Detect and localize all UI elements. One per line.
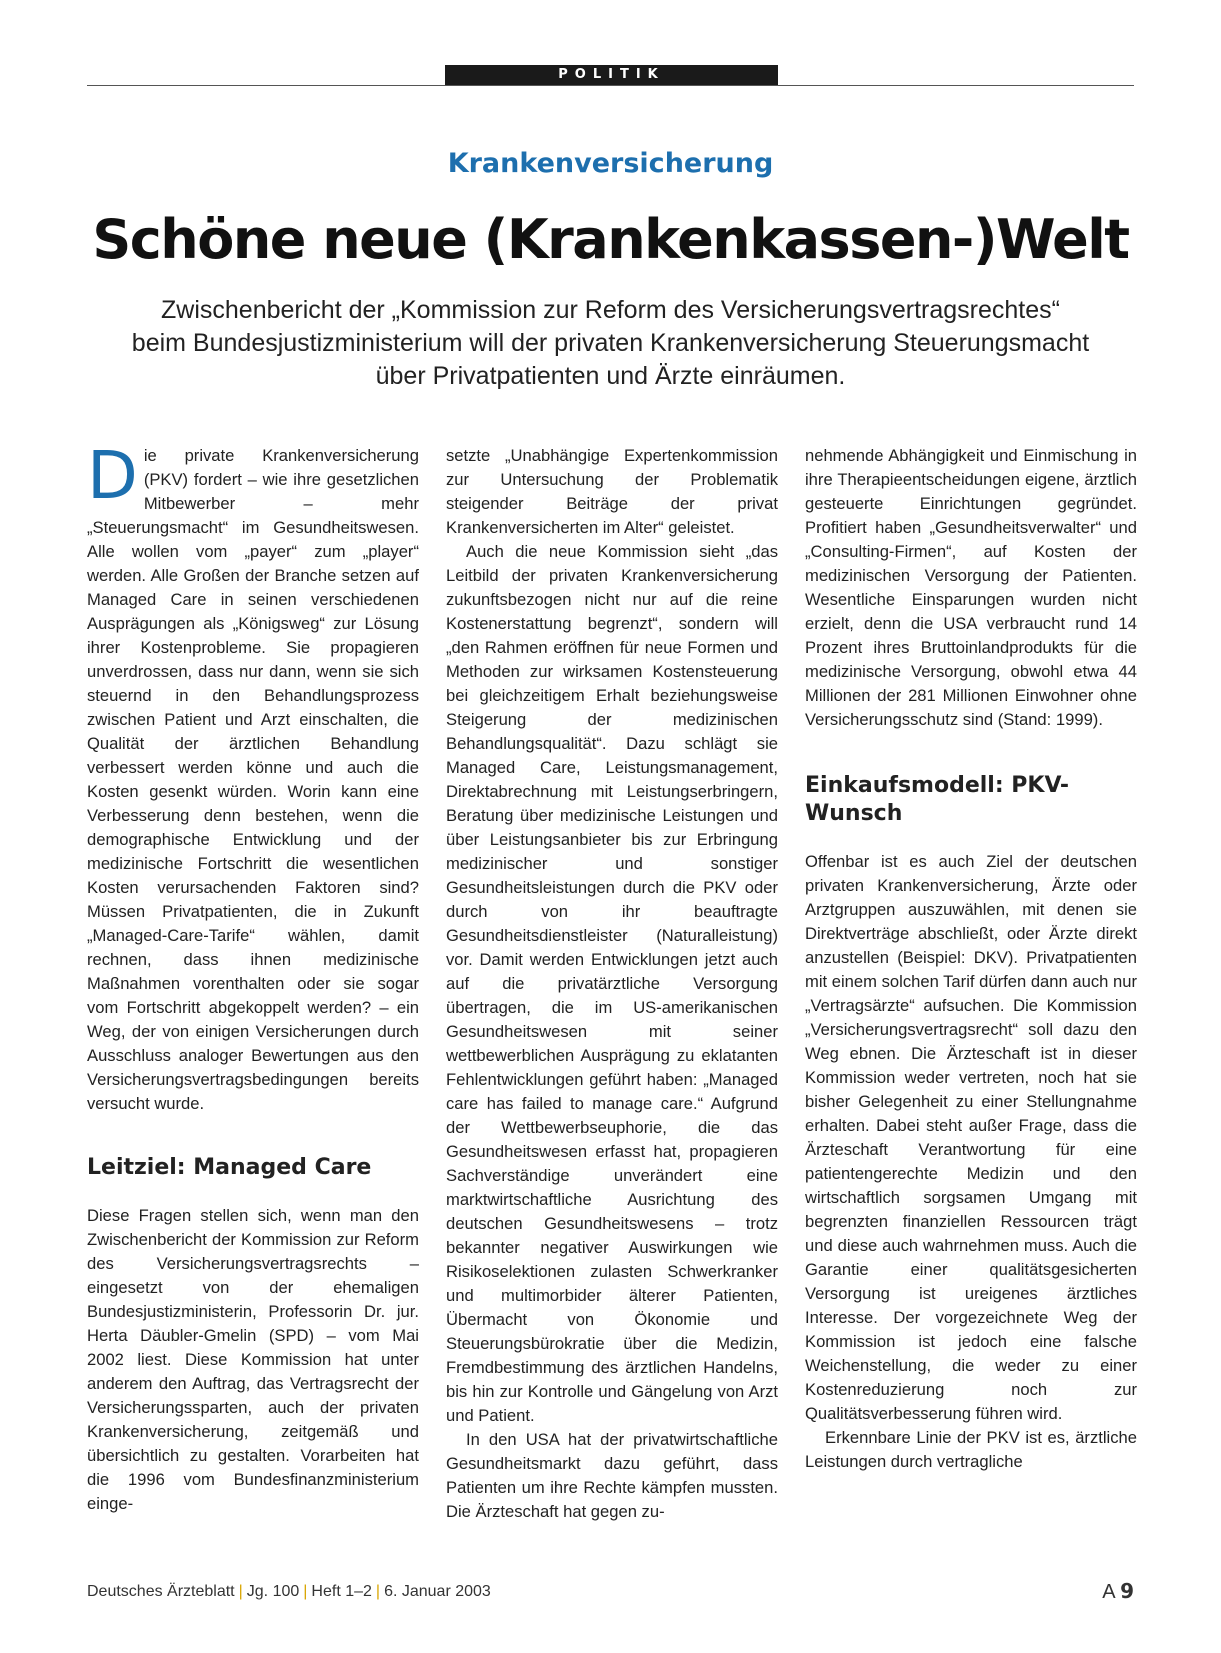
page-number — [1102, 1579, 1134, 1604]
paragraph: Auch die neue Kommission sieht „das Leitbild der privaten Krankenversicherung zukunftsbezogen nicht nur auf die reine Kostenerstattung begrenzt“, sondern will „den Rahmen eröffnen für neue Formen und Methoden zur wirksamen Kostensteuerung bei gleichzeitigem Erhalt beziehungsweise Steigerung der medizinischen Behandlungsqualität“. Dazu schlägt sie Managed Care, Leistungsmanagement, Direktabrechnung mit Leistungserbringern, Beratung über medizinische Leistungen und über Leistungsanbieter bis zur Erbringung medizinischer und sonstiger Gesundheitsleistungen durch die PKV oder durch von ihr beauftragte Gesundheitsdienstleister (Naturalleistung) vor. Damit werden Entwicklungen jetzt auch auf die privatärztliche Versorgung übertragen, die im US-amerikanischen Gesundheitswesen mit seiner wettbewerblichen Ausprägung zu eklatanten Fehlentwicklungen geführt haben: „Managed care has failed to manage care.“ Aufgrund der Wettbewerbseuphorie, die das Gesundheitswesen erfasst hat, propagieren Sachverständige unverändert eine marktwirtschaftliche Ausrichtung des deutschen Gesundheitswesens – trotz bekannter negativer Auswirkungen wie Risikoselektionen zulasten Schwerkranker und multimorbider älterer Patienten, Übermacht von Ökonomie und Steuerungsbürokratie über die Medizin, Fremdbestimmung des ärztlichen Handelns, bis hin zur Kontrolle und Gängelung von Arzt und Patient. — [446, 542, 778, 1425]
issue: Heft 1–2 — [311, 1583, 372, 1600]
paragraph — [87, 437, 419, 1116]
drop-cap: D — [87, 437, 138, 514]
paragraph: Offenbar ist es auch Ziel der deutschen privaten Krankenversicherung, Ärzte oder Arztgruppen auszuwählen, mit denen sie Direktverträge abschließt, oder Ärzte direkt anzustellen (Beispiel: DKV). Privatpatienten mit einem solchen Tarif dürfen dann auch nur „Vertragsärzte“ aufsuchen. Die Kommission „Versicherungsvertragsrecht“ soll dazu den Weg ebnen. Die Ärzteschaft ist in dieser Kommission weder vertreten, noch hat sie bisher Gelegenheit zu einer Stellungnahme erhalten. Dabei steht außer Frage, dass die Ärzteschaft Verantwortung für eine patientengerechte Medizin und den wirtschaftlich sorgsamen Umgang mit begrenzten finanziellen Ressourcen trägt und diese auch wahrnehmen muss. Auch die Garantie einer qualitätsgesicherten Versorgung ist ureigenes ärztliches Interesse. Der vorgezeichnete Weg der Kommission ist jedoch eine falsche Weichenstellung, die weder zu einer Kostenreduzierung noch zur Qualitätsverbesserung führen wird. — [805, 852, 1137, 1423]
article-deck — [120, 294, 1101, 393]
separator: | — [303, 1583, 308, 1600]
separator: | — [238, 1583, 243, 1600]
issue-date: 6. Januar 2003 — [384, 1583, 491, 1600]
paragraph: nehmende Abhängigkeit und Einmischung in ihre Therapieentscheidungen eigene, ärztlich gesteuerte Einrichtungen gegründet. Profitiert haben „Gesundheitsverwalter“ und „Consulting-Firmen“, auf Kosten der medizinischen Versorgung der Patienten. Wesentliche Einsparungen wurden nicht erzielt, denn die USA verbraucht rund 14 Prozent ihres Bruttoinlandprodukts für die medizinische Versorgung, obwohl etwa 44 Millionen der 281 Millionen Einwohner ohne Versicherungsschutz sind (Stand: 1999). — [805, 446, 1137, 729]
subheading: Leitziel: Managed Care — [87, 1155, 372, 1180]
deck-line: über Privatpatienten und Ärzte einräumen. — [375, 362, 846, 390]
paragraph: Erkennbare Linie der PKV ist es, ärztliche Leistungen durch vertragliche — [805, 1428, 1137, 1471]
paragraph: setzte „Unabhängige Expertenkommission zur Untersuchung der Problematik steigender Beiträge der privat Krankenversicherten im Alter“ geleistet. — [446, 446, 778, 537]
page-prefix: A — [1102, 1581, 1115, 1603]
deck-line: Zwischenbericht der „Kommission zur Reform des Versicherungsvertragsrechtes“ — [161, 296, 1060, 324]
paragraph-text: ie private Krankenversicherung (PKV) fordert – wie ihre gesetzlichen Mitbewerber – mehr „Steuerungsmacht“ im Gesundheitswesen. Alle wollen vom „payer“ zum „player“ werden. Alle Großen der Branche setzen auf Managed Care in seinen verschiedenen Ausprägungen als „Königsweg“ zur Lösung ihrer Kostenprobleme. Sie propagieren unverdrossen, dass nur dann, wenn sie sich steuernd in den Behandlungsprozess zwischen Patient und Arzt einschalten, die Qualität der ärztlichen Behandlung verbessert werden könne und auch die Kosten gesenkt würden. Worin kann eine Verbesserung denn bestehen, wenn die demographische Entwicklung und der medizinische Fortschritt die wesentlichen Kosten verursachenden Faktoren sind? Müssen Privatpatienten, die in Zukunft „Managed-Care-Tarife“ wählen, damit rechnen, dass ihnen medizinische Maßnahmen vorenthalten oder sie sogar vom Fortschritt abgekoppelt werden? – ein Weg, der von einigen Versicherungen durch Ausschluss analoger Bewertungen aus den Versicherungsvertragsbedingungen bereits versucht wurde. — [87, 446, 419, 1113]
article-headline: Schöne neue (Krankenkassen-)Welt — [92, 208, 1129, 271]
paragraph: In den USA hat der privatwirtschaftliche Gesundheitsmarkt dazu geführt, dass Patienten um ihre Rechte kämpfen mussten. Die Ärzteschaft hat gegen zu- — [446, 1430, 778, 1521]
volume: Jg. 100 — [246, 1583, 300, 1600]
page-footer — [87, 1579, 1134, 1607]
text-column-1 — [87, 437, 419, 1516]
section-label: POLITIK — [445, 65, 778, 85]
page-number-value: 9 — [1120, 1579, 1134, 1603]
header-rule — [87, 85, 1134, 86]
footer-citation — [87, 1583, 491, 1600]
journal-name: Deutsches Ärzteblatt — [87, 1583, 235, 1600]
text-column-2 — [446, 444, 778, 1524]
paragraph: Diese Fragen stellen sich, wenn man den Zwischenbericht der Kommission zur Reform des Versicherungsvertragsrechts – eingesetzt von der ehemaligen Bundesjustizministerin, Professorin Dr. jur. Herta Däubler-Gmelin (SPD) – vom Mai 2002 liest. Diese Kommission hat unter anderem den Auftrag, das Vertragsrecht der Versicherungssparten, auch der privaten Krankenversicherung, zeitgemäß und übersichtlich zu gestalten. Vorarbeiten hat die 1996 vom Bundesfinanzministerium einge- — [87, 1206, 419, 1513]
separator: | — [375, 1583, 381, 1600]
deck-line: beim Bundesjustizministerium will der privaten Krankenversicherung Steuerungsmacht — [131, 329, 1090, 357]
subheading: Einkaufsmodell: PKV-Wunsch — [805, 773, 1070, 826]
article-kicker: Krankenversicherung — [447, 148, 774, 179]
text-column-3 — [805, 444, 1137, 1474]
